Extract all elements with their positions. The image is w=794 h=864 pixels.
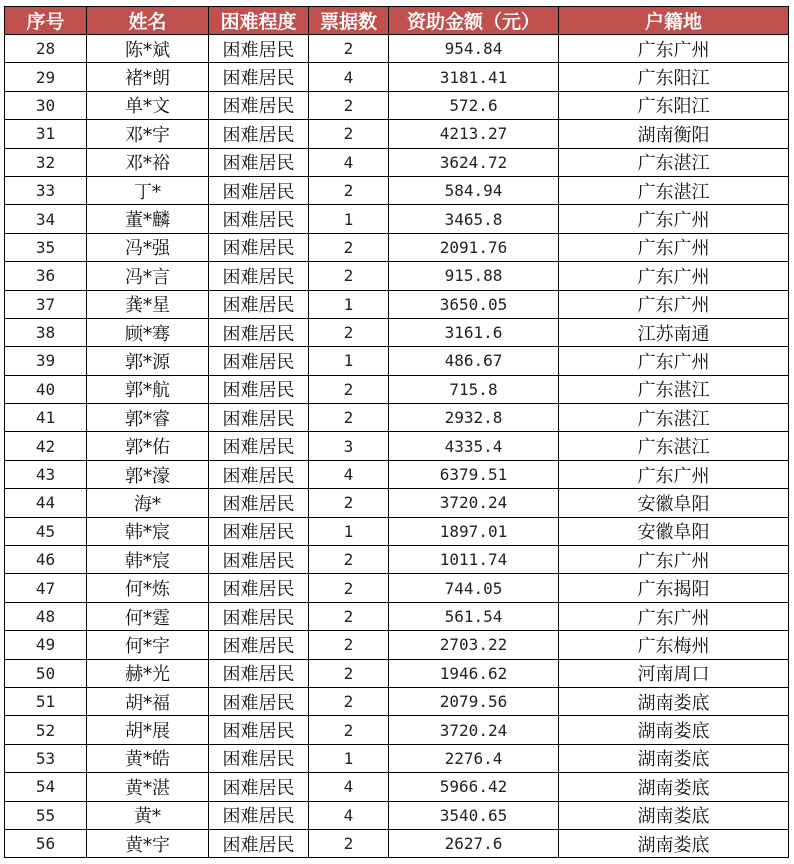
cell-receipts: 2 [309,574,389,602]
cell-index: 30 [5,91,87,119]
cell-hometown: 广东广州 [559,205,789,233]
cell-hometown: 湖南娄底 [559,829,789,857]
cell-hometown: 广东湛江 [559,176,789,204]
cell-receipts: 3 [309,432,389,460]
table-row [5,63,789,91]
cell-amount: 584.94 [389,176,559,204]
table-row [5,801,789,829]
cell-name: 顾*骞 [87,318,209,346]
table-row [5,290,789,318]
cell-index: 49 [5,631,87,659]
cell-receipts: 2 [309,602,389,630]
cell-difficulty: 困难居民 [209,233,309,261]
cell-receipts: 2 [309,829,389,857]
table-row [5,176,789,204]
cell-difficulty: 困难居民 [209,375,309,403]
table-row [5,602,789,630]
cell-difficulty: 困难居民 [209,659,309,687]
table-row [5,687,789,715]
cell-index: 42 [5,432,87,460]
cell-difficulty: 困难居民 [209,801,309,829]
cell-index: 48 [5,602,87,630]
cell-hometown: 河南周口 [559,659,789,687]
cell-hometown: 广东梅州 [559,631,789,659]
cell-difficulty: 困难居民 [209,602,309,630]
cell-receipts: 4 [309,63,389,91]
cell-hometown: 广东阳江 [559,63,789,91]
cell-name: 邓*裕 [87,148,209,176]
table-row [5,829,789,857]
table-row [5,546,789,574]
cell-amount: 3650.05 [389,290,559,318]
cell-hometown: 广东阳江 [559,91,789,119]
cell-amount: 1897.01 [389,517,559,545]
cell-hometown: 广东广州 [559,35,789,63]
table-row [5,404,789,432]
table-row [5,517,789,545]
cell-hometown: 江苏南通 [559,318,789,346]
cell-name: 董*麟 [87,205,209,233]
cell-name: 何*霆 [87,602,209,630]
table-row [5,716,789,744]
cell-name: 冯*强 [87,233,209,261]
cell-index: 50 [5,659,87,687]
cell-hometown: 湖南娄底 [559,801,789,829]
cell-difficulty: 困难居民 [209,91,309,119]
subsidy-table [4,6,789,858]
cell-difficulty: 困难居民 [209,631,309,659]
cell-receipts: 2 [309,91,389,119]
table-row [5,120,789,148]
cell-name: 冯*言 [87,262,209,290]
table-row [5,460,789,488]
cell-hometown: 广东广州 [559,347,789,375]
cell-amount: 4335.4 [389,432,559,460]
cell-amount: 4213.27 [389,120,559,148]
cell-name: 胡*福 [87,687,209,715]
header-name: 姓名 [87,7,209,35]
header-receipts: 票据数 [309,7,389,35]
table-row [5,233,789,261]
cell-difficulty: 困难居民 [209,773,309,801]
cell-name: 韩*宸 [87,546,209,574]
cell-receipts: 4 [309,148,389,176]
cell-receipts: 2 [309,233,389,261]
header-row [5,7,789,35]
header-difficulty: 困难程度 [209,7,309,35]
cell-amount: 2276.4 [389,744,559,772]
cell-index: 43 [5,460,87,488]
table-row [5,318,789,346]
cell-receipts: 4 [309,801,389,829]
cell-hometown: 湖南娄底 [559,687,789,715]
cell-index: 41 [5,404,87,432]
cell-name: 胡*展 [87,716,209,744]
cell-difficulty: 困难居民 [209,574,309,602]
cell-amount: 954.84 [389,35,559,63]
cell-amount: 915.88 [389,262,559,290]
cell-amount: 486.67 [389,347,559,375]
cell-name: 郭*源 [87,347,209,375]
cell-receipts: 2 [309,318,389,346]
cell-receipts: 2 [309,631,389,659]
table-row [5,659,789,687]
cell-receipts: 2 [309,404,389,432]
cell-difficulty: 困难居民 [209,716,309,744]
cell-difficulty: 困难居民 [209,744,309,772]
cell-index: 28 [5,35,87,63]
cell-index: 35 [5,233,87,261]
cell-amount: 2627.6 [389,829,559,857]
cell-amount: 1946.62 [389,659,559,687]
cell-amount: 3624.72 [389,148,559,176]
cell-name: 何*宇 [87,631,209,659]
cell-receipts: 1 [309,744,389,772]
table-row [5,432,789,460]
cell-receipts: 1 [309,205,389,233]
cell-name: 郭*航 [87,375,209,403]
cell-receipts: 2 [309,262,389,290]
cell-name: 褚*朗 [87,63,209,91]
cell-index: 37 [5,290,87,318]
cell-index: 55 [5,801,87,829]
cell-hometown: 湖南娄底 [559,773,789,801]
cell-receipts: 2 [309,489,389,517]
cell-name: 陈*斌 [87,35,209,63]
cell-index: 38 [5,318,87,346]
cell-amount: 2091.76 [389,233,559,261]
cell-hometown: 广东广州 [559,460,789,488]
cell-amount: 3720.24 [389,716,559,744]
cell-receipts: 2 [309,35,389,63]
cell-name: 韩*宸 [87,517,209,545]
cell-receipts: 2 [309,716,389,744]
cell-hometown: 安徽阜阳 [559,489,789,517]
cell-amount: 3465.8 [389,205,559,233]
cell-hometown: 广东湛江 [559,375,789,403]
cell-amount: 3161.6 [389,318,559,346]
cell-hometown: 广东广州 [559,290,789,318]
cell-index: 32 [5,148,87,176]
cell-difficulty: 困难居民 [209,63,309,91]
table-header [5,7,789,35]
cell-receipts: 2 [309,375,389,403]
table-row [5,375,789,403]
cell-amount: 5966.42 [389,773,559,801]
cell-index: 53 [5,744,87,772]
cell-name: 何*炼 [87,574,209,602]
cell-index: 29 [5,63,87,91]
cell-receipts: 1 [309,517,389,545]
cell-difficulty: 困难居民 [209,687,309,715]
cell-difficulty: 困难居民 [209,120,309,148]
cell-hometown: 广东湛江 [559,404,789,432]
cell-hometown: 广东广州 [559,546,789,574]
cell-hometown: 广东揭阳 [559,574,789,602]
cell-index: 52 [5,716,87,744]
cell-name: 赫*光 [87,659,209,687]
table-row [5,35,789,63]
cell-index: 36 [5,262,87,290]
cell-amount: 2079.56 [389,687,559,715]
cell-amount: 715.8 [389,375,559,403]
cell-index: 40 [5,375,87,403]
table-row [5,574,789,602]
cell-difficulty: 困难居民 [209,205,309,233]
cell-receipts: 2 [309,687,389,715]
cell-hometown: 广东广州 [559,262,789,290]
cell-index: 47 [5,574,87,602]
cell-receipts: 2 [309,176,389,204]
cell-index: 34 [5,205,87,233]
cell-receipts: 1 [309,290,389,318]
cell-amount: 3720.24 [389,489,559,517]
cell-index: 39 [5,347,87,375]
cell-receipts: 4 [309,773,389,801]
cell-index: 44 [5,489,87,517]
cell-receipts: 4 [309,460,389,488]
cell-difficulty: 困难居民 [209,829,309,857]
cell-receipts: 2 [309,546,389,574]
cell-name: 单*文 [87,91,209,119]
cell-hometown: 湖南娄底 [559,744,789,772]
cell-amount: 2703.22 [389,631,559,659]
header-amount: 资助金额（元） [389,7,559,35]
cell-hometown: 湖南娄底 [559,716,789,744]
cell-amount: 3540.65 [389,801,559,829]
table-row [5,347,789,375]
cell-difficulty: 困难居民 [209,404,309,432]
cell-name: 黄*皓 [87,744,209,772]
cell-index: 31 [5,120,87,148]
cell-receipts: 2 [309,659,389,687]
cell-name: 郭*濠 [87,460,209,488]
cell-index: 46 [5,546,87,574]
cell-index: 54 [5,773,87,801]
cell-amount: 561.54 [389,602,559,630]
cell-difficulty: 困难居民 [209,460,309,488]
cell-amount: 3181.41 [389,63,559,91]
table-row [5,91,789,119]
cell-index: 51 [5,687,87,715]
cell-name: 黄*宇 [87,829,209,857]
cell-difficulty: 困难居民 [209,432,309,460]
cell-hometown: 广东广州 [559,602,789,630]
cell-index: 33 [5,176,87,204]
cell-name: 黄*湛 [87,773,209,801]
cell-receipts: 2 [309,120,389,148]
table-row [5,148,789,176]
cell-difficulty: 困难居民 [209,176,309,204]
table-row [5,631,789,659]
cell-difficulty: 困难居民 [209,546,309,574]
cell-name: 海* [87,489,209,517]
cell-hometown: 广东广州 [559,233,789,261]
cell-amount: 6379.51 [389,460,559,488]
cell-difficulty: 困难居民 [209,489,309,517]
cell-name: 丁* [87,176,209,204]
cell-difficulty: 困难居民 [209,517,309,545]
cell-difficulty: 困难居民 [209,148,309,176]
cell-name: 黄* [87,801,209,829]
cell-index: 56 [5,829,87,857]
table-row [5,262,789,290]
table-row [5,489,789,517]
cell-hometown: 湖南衡阳 [559,120,789,148]
cell-hometown: 安徽阜阳 [559,517,789,545]
cell-name: 郭*佑 [87,432,209,460]
cell-index: 45 [5,517,87,545]
table-row [5,744,789,772]
cell-amount: 2932.8 [389,404,559,432]
table-row [5,773,789,801]
cell-difficulty: 困难居民 [209,347,309,375]
header-hometown: 户籍地 [559,7,789,35]
cell-name: 郭*睿 [87,404,209,432]
cell-hometown: 广东湛江 [559,432,789,460]
table-body [5,35,789,858]
cell-difficulty: 困难居民 [209,290,309,318]
cell-hometown: 广东湛江 [559,148,789,176]
table-row [5,205,789,233]
cell-amount: 572.6 [389,91,559,119]
cell-receipts: 1 [309,347,389,375]
cell-difficulty: 困难居民 [209,262,309,290]
cell-difficulty: 困难居民 [209,318,309,346]
cell-amount: 744.05 [389,574,559,602]
cell-difficulty: 困难居民 [209,35,309,63]
cell-amount: 1011.74 [389,546,559,574]
header-index: 序号 [5,7,87,35]
cell-name: 龚*星 [87,290,209,318]
cell-name: 邓*宇 [87,120,209,148]
